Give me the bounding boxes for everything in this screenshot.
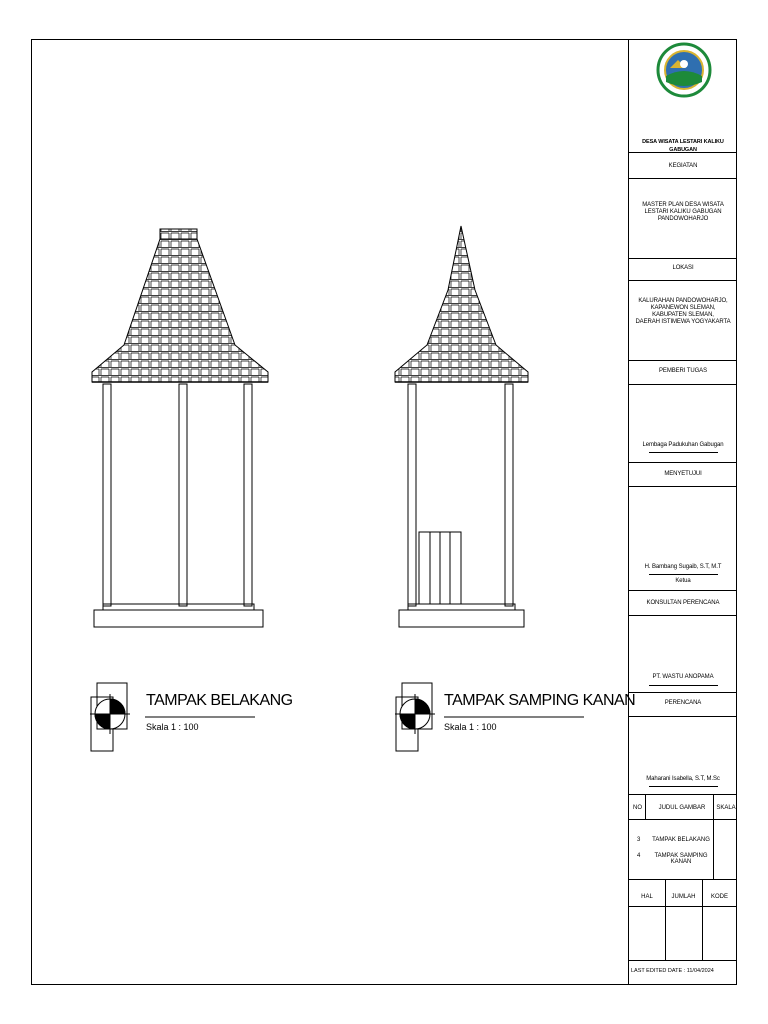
- kegiatan-line-1: MASTER PLAN DESA WISATA: [642, 202, 724, 208]
- lokasi-line-1: KALURAHAN PANDOWOHARJO,: [638, 298, 728, 304]
- header-jumlah: JUMLAH: [671, 894, 696, 900]
- menyetujui-label: MENYETUJUI: [664, 471, 702, 477]
- column-left: [103, 384, 111, 606]
- kegiatan-label: KEGIATAN: [668, 163, 698, 169]
- perencana-name: Maharani Isabella, S.T, M.Sc: [646, 776, 720, 782]
- side-elevation: [395, 226, 528, 627]
- roof-tiles-rear: [92, 239, 268, 382]
- drawing-title-3: TAMPAK BELAKANG: [652, 837, 710, 843]
- view-title-rear: TAMPAK BELAKANG: [146, 692, 293, 709]
- drawing-no-4: 4: [637, 853, 641, 859]
- header-kode: KODE: [710, 894, 728, 900]
- lokasi-line-3: KABUPATEN SLEMAN,: [652, 312, 714, 318]
- column-left: [408, 384, 416, 606]
- column-center: [179, 384, 187, 606]
- header-judul: JUDUL GAMBAR: [658, 805, 706, 811]
- plinth: [94, 610, 263, 627]
- view-scale-rear: Skala 1 : 100: [146, 722, 199, 732]
- title-block: [628, 39, 737, 985]
- drawing-no-3: 3: [637, 837, 641, 843]
- kegiatan-line-3: PANDOWOHARJO: [657, 216, 709, 222]
- column-right: [244, 384, 252, 606]
- floor-beam: [408, 604, 515, 610]
- org-name: DESA WISATA LESTARI KALIKU GABUGAN: [642, 139, 724, 153]
- konsultan-name: PT. WASTU ANOPAMA: [652, 674, 714, 680]
- header-hal: HAL: [641, 894, 653, 900]
- section-marker-left: [90, 683, 130, 751]
- view-title-side: TAMPAK SAMPING KANAN: [444, 692, 636, 709]
- column-right: [505, 384, 513, 606]
- kegiatan-line-2: LESTARI KALIKU GABUGAN: [644, 209, 722, 215]
- roof-tiles-side: [395, 226, 528, 382]
- drawing-title-4: TAMPAK SAMPING KANAN: [654, 853, 708, 865]
- lokasi-label: LOKASI: [672, 265, 694, 271]
- pemberi-tugas-label: PEMBERI TUGAS: [659, 368, 707, 374]
- plinth: [399, 610, 524, 627]
- section-marker-right: [395, 683, 435, 751]
- menyetujui-name: H. Bambang Sugaib, S.T, M.T: [644, 564, 722, 570]
- roof-ridge: [160, 229, 197, 239]
- pemberi-tugas-name: Lembaga Padukuhan Gabugan: [642, 442, 724, 448]
- last-edited-date: LAST EDITED DATE : 11/04/2024: [631, 968, 714, 974]
- header-no: NO: [633, 805, 642, 811]
- lokasi-line-2: KAPANEWON SLEMAN,: [650, 305, 716, 311]
- perencana-label: PERENCANA: [664, 700, 702, 706]
- view-scale-side: Skala 1 : 100: [444, 722, 497, 732]
- rear-elevation: [92, 229, 268, 627]
- konsultan-label: KONSULTAN PERENCANA: [646, 600, 720, 606]
- menyetujui-role: Ketua: [675, 578, 691, 584]
- lokasi-line-4: DAERAH ISTIMEWA YOGYAKARTA: [635, 319, 731, 325]
- header-skala: SKALA: [716, 805, 736, 811]
